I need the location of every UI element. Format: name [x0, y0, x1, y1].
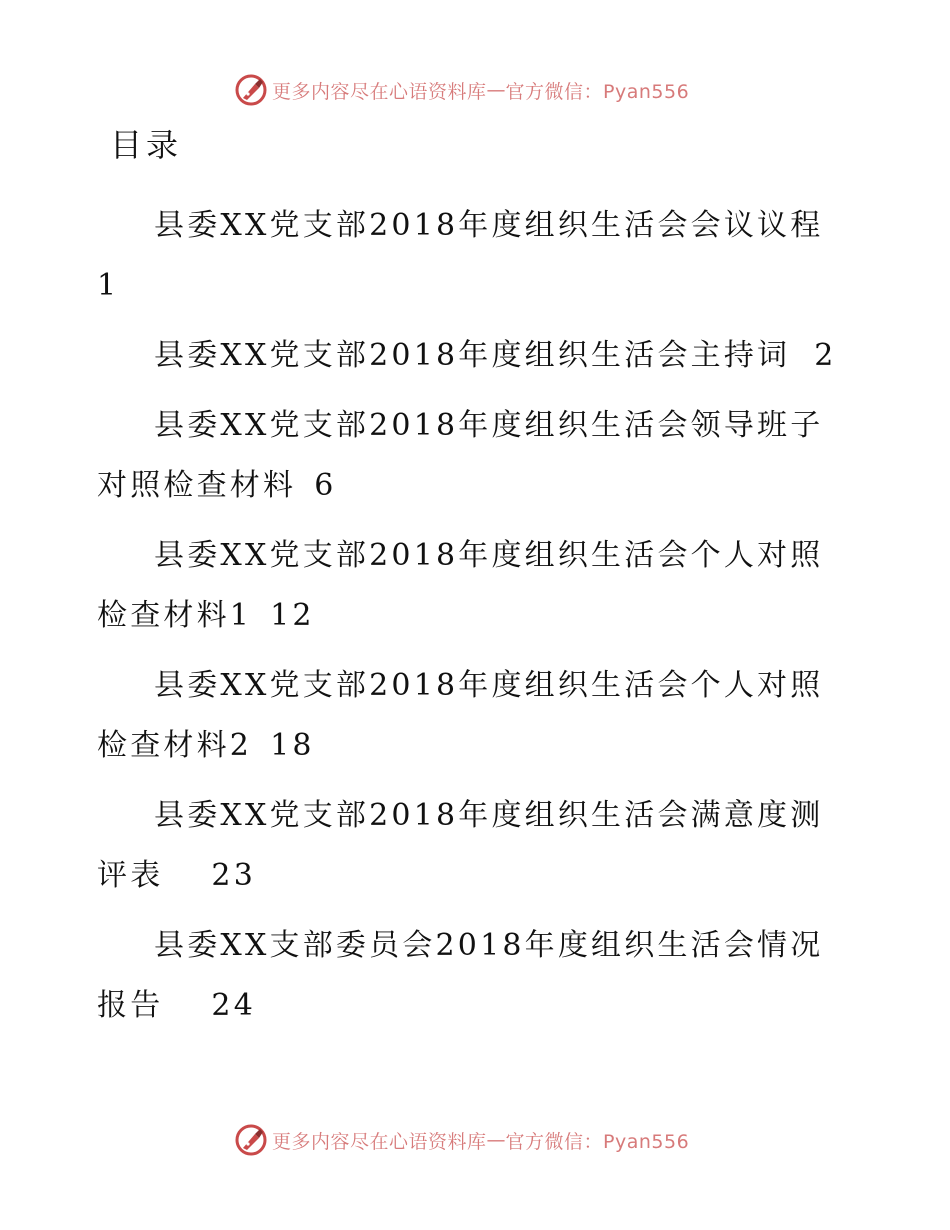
toc-entry-page: 12	[270, 598, 315, 633]
toc-entry-page: 6	[314, 468, 337, 503]
toc-entry-title: 县委XX党支部2018年度组织生活会个人对照检查材料1	[97, 538, 824, 633]
toc-entry-title: 县委XX党支部2018年度组织生活会个人对照检查材料2	[97, 668, 824, 763]
toc-entry-page: 2	[814, 338, 837, 373]
toc-entry-title: 县委XX党支部2018年度组织生活会主持词	[154, 338, 791, 373]
toc-entry[interactable]	[97, 396, 842, 516]
pen-nib-logo-icon	[234, 1123, 268, 1157]
banner-dash: —	[486, 1129, 506, 1151]
toc-entry[interactable]	[97, 326, 842, 386]
toc-entry[interactable]	[97, 656, 842, 776]
toc-entry-title: 县委XX党支部2018年度组织生活会满意度测评表	[97, 798, 824, 893]
toc-entry-title: 县委XX党支部2018年度组织生活会会议议程	[154, 208, 824, 243]
table-of-contents	[97, 196, 842, 1046]
toc-entry[interactable]	[97, 526, 842, 646]
toc-entry-page: 1	[97, 268, 120, 303]
pen-nib-logo-icon	[234, 73, 268, 107]
banner-promo-text: 更多内容尽在心语资料库	[272, 80, 487, 103]
toc-entry-page: 24	[211, 988, 256, 1023]
banner-wechat-text: 官方微信：Pyan556	[505, 80, 690, 103]
banner-promo-text: 更多内容尽在心语资料库	[272, 1130, 487, 1153]
toc-entry-page: 18	[270, 728, 315, 763]
banner-wechat-text: 官方微信：Pyan556	[505, 1130, 690, 1153]
toc-entry[interactable]	[97, 196, 842, 316]
toc-entry-title: 县委XX党支部2018年度组织生活会领导班子对照检查材料	[97, 408, 824, 503]
toc-entry[interactable]	[97, 916, 842, 1036]
footer-banner	[0, 1120, 950, 1160]
toc-entry-title: 县委XX支部委员会2018年度组织生活会情况报告	[97, 928, 824, 1023]
toc-entry[interactable]	[97, 786, 842, 906]
page-title: 目录	[110, 126, 183, 164]
banner-dash: —	[486, 79, 506, 101]
toc-entry-page: 23	[211, 858, 256, 893]
header-banner	[0, 70, 950, 110]
